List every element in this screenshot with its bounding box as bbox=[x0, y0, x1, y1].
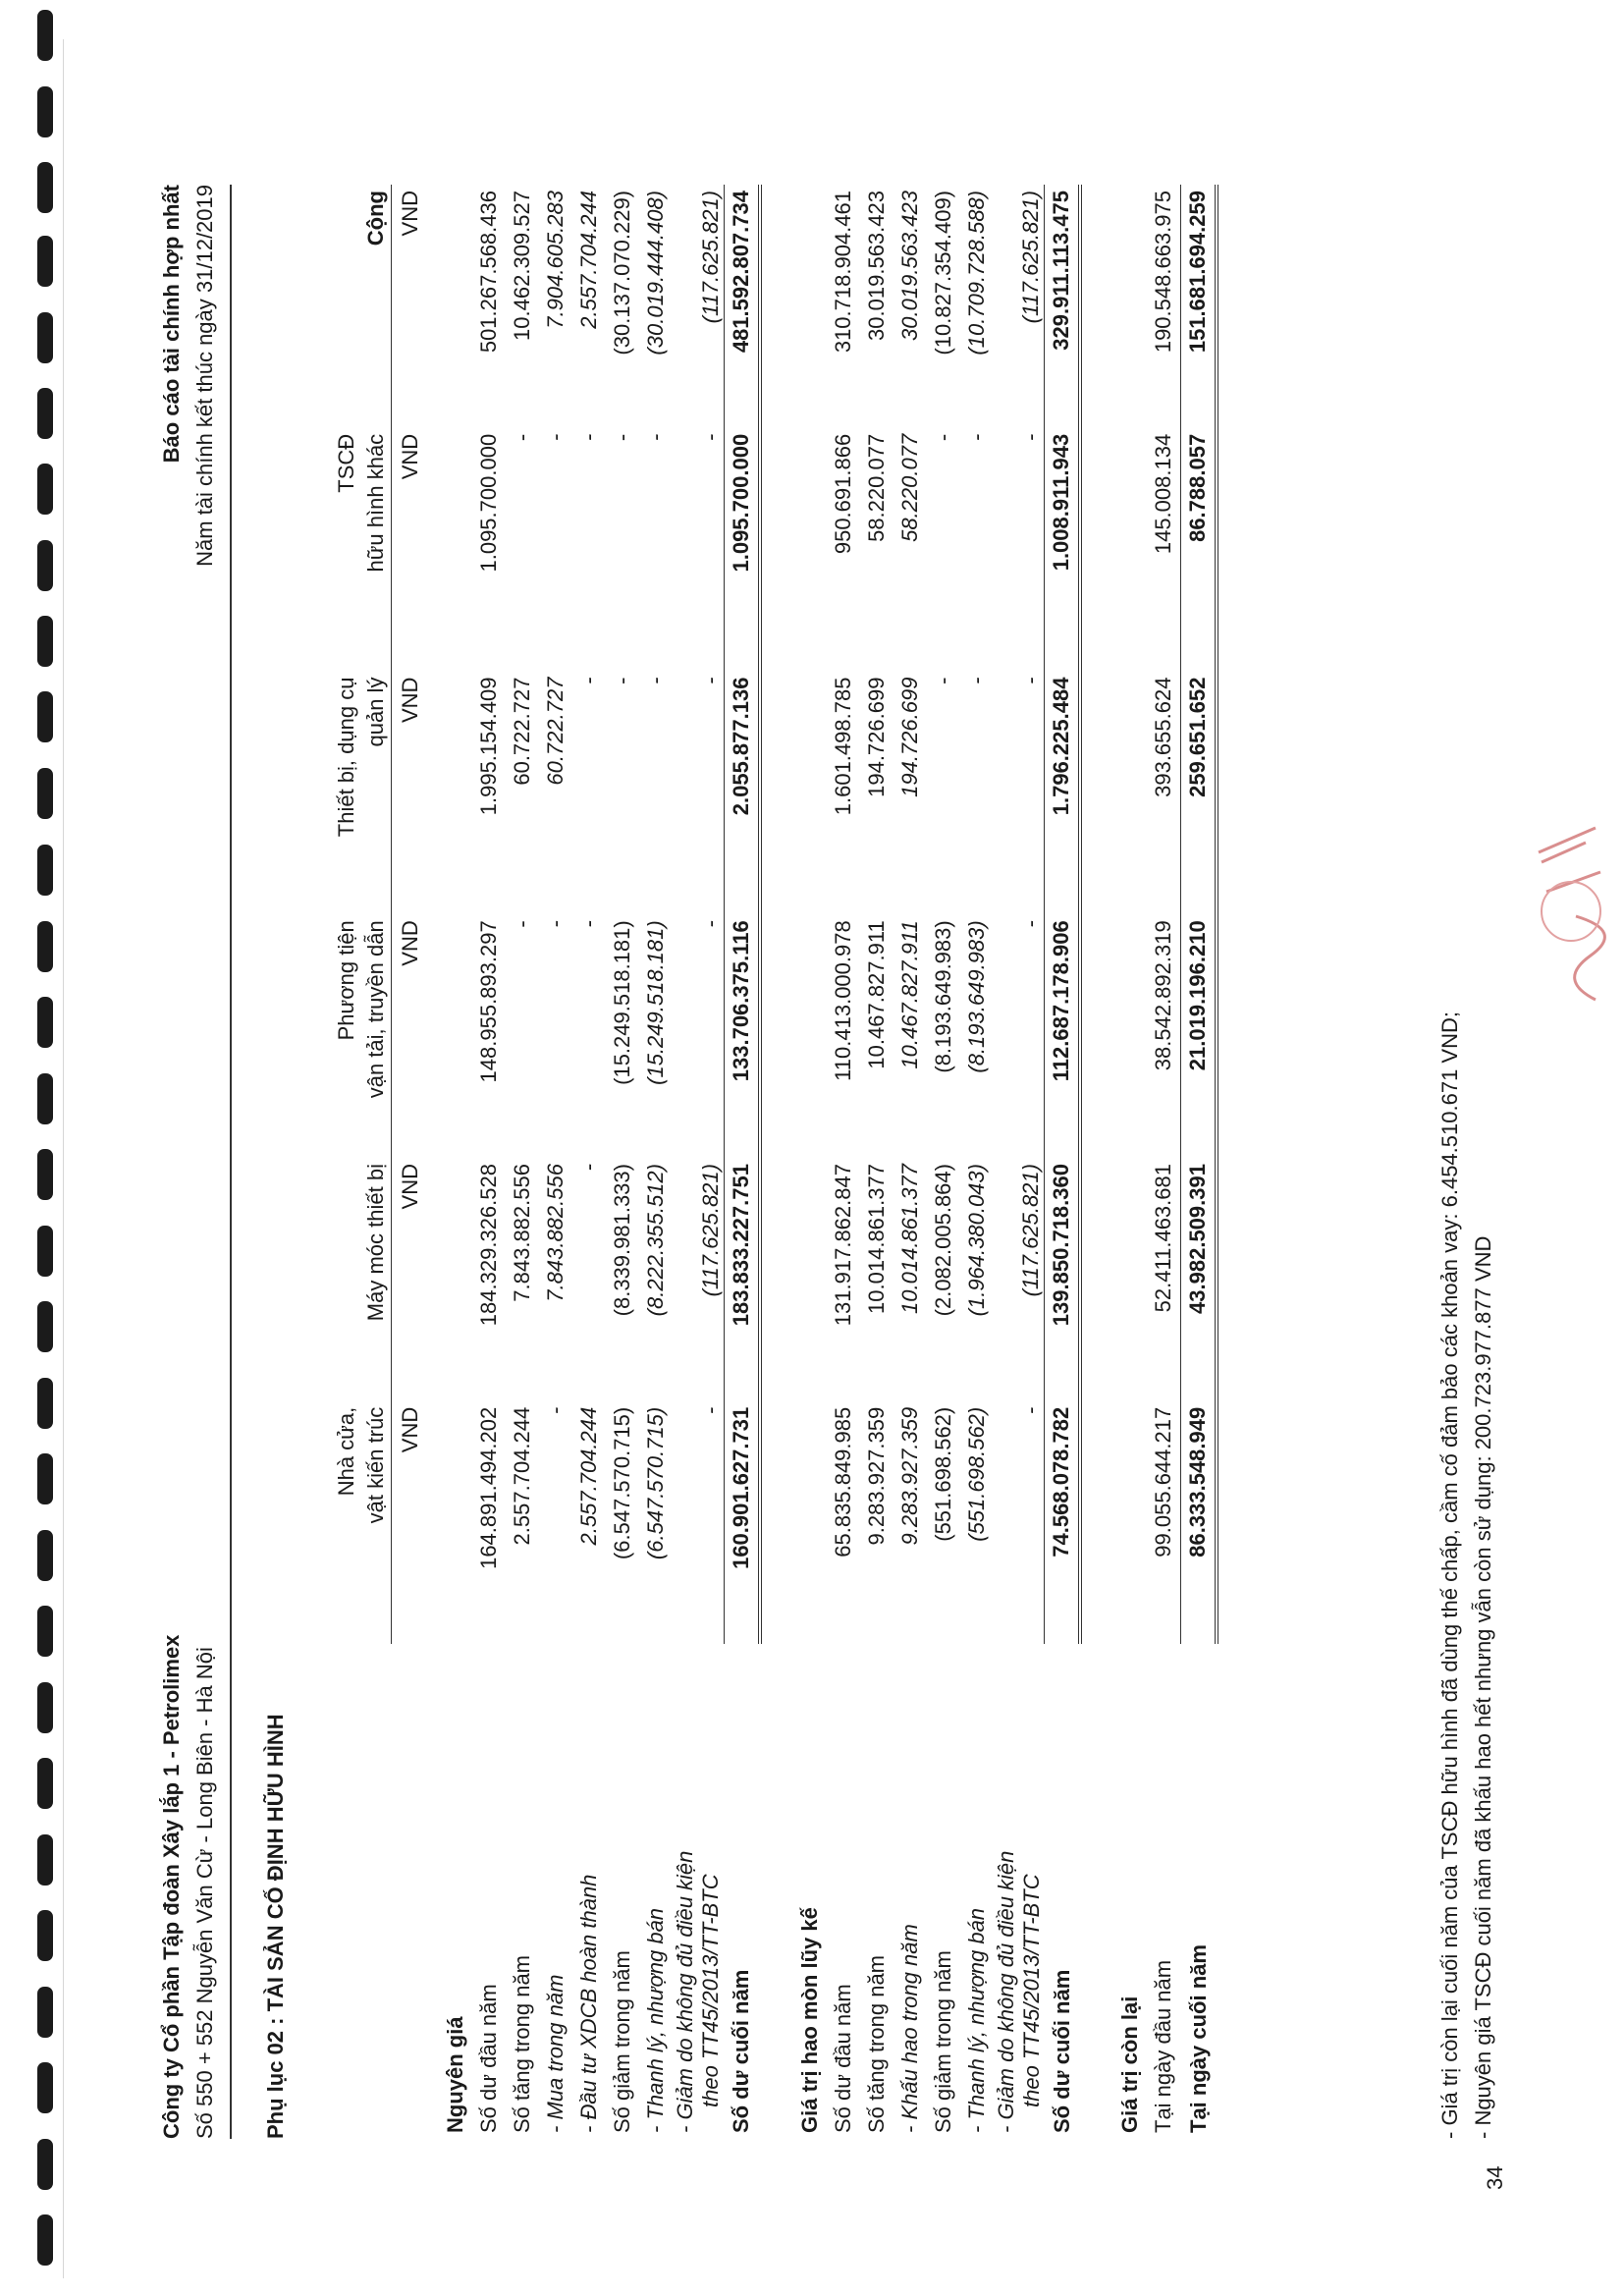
cell-value: (30.137.070.229) bbox=[610, 191, 634, 355]
note-line: - Nguyên giá TSCĐ cuối năm đã khấu hao hết nhưng vẫn còn sử dụng: 200.723.977.877 VND bbox=[1471, 1235, 1495, 2139]
row-label: Số giảm trong năm bbox=[930, 1950, 955, 2133]
cell-value: 1.008.911.943 bbox=[1045, 428, 1081, 672]
col-unit: VND bbox=[392, 1401, 426, 1645]
cell-value: (6.547.570.715) bbox=[610, 1406, 634, 1560]
binding-hole-icon bbox=[37, 2062, 53, 2113]
cell-value: 393.655.624 bbox=[1151, 677, 1175, 797]
table-row bbox=[539, 185, 572, 2139]
col-unit: VND bbox=[392, 185, 426, 428]
binding-hole-icon bbox=[37, 691, 53, 742]
col-unit: VND bbox=[392, 914, 426, 1158]
cell-value: 131.917.862.847 bbox=[830, 1164, 855, 1327]
section-row bbox=[1100, 185, 1147, 2139]
binding-hole-icon bbox=[37, 616, 53, 667]
cell-value: - bbox=[576, 433, 601, 442]
row-label: Số dư đầu năm bbox=[830, 1984, 855, 2133]
cell-value: 10.467.827.911 bbox=[896, 920, 922, 1069]
cell-value: 10.462.309.527 bbox=[510, 191, 534, 341]
col-header: Máy móc thiết bị bbox=[363, 1164, 388, 1322]
table-row bbox=[1181, 185, 1218, 2139]
binding-hole-icon bbox=[37, 921, 53, 972]
cell-value: (10.709.728.588) bbox=[963, 191, 989, 355]
cell-value: 164.891.494.202 bbox=[476, 1406, 501, 1569]
col-header: Nhà cửa, vật kiến trúc bbox=[334, 1406, 388, 1524]
cell-value: - bbox=[643, 677, 668, 684]
cell-value: 7.843.882.556 bbox=[510, 1164, 534, 1302]
cell-value: 148.955.893.297 bbox=[476, 920, 501, 1083]
table-row bbox=[860, 185, 893, 2139]
binding-hole-icon bbox=[37, 1530, 53, 1581]
cell-value: (1.964.380.043) bbox=[963, 1164, 989, 1317]
row-label: - Đầu tư XDCB hoàn thành bbox=[576, 1874, 601, 2133]
cell-value: (117.625.821) bbox=[1018, 1164, 1043, 1297]
binding-hole-icon bbox=[37, 1682, 53, 1733]
cell-value: - bbox=[697, 677, 723, 684]
col-header: Phương tiện vận tải, truyền dẫn bbox=[334, 920, 388, 1099]
cell-value: 2.557.704.244 bbox=[576, 1406, 601, 1546]
cell-value: 38.542.892.319 bbox=[1151, 920, 1175, 1071]
binding-hole-icon bbox=[37, 1758, 53, 1809]
table-row bbox=[960, 185, 994, 2139]
cell-value: 184.329.326.528 bbox=[476, 1164, 501, 1327]
cell-value: - bbox=[930, 433, 955, 442]
binding-hole-icon bbox=[37, 1149, 53, 1200]
cell-value: 60.722.727 bbox=[510, 677, 534, 786]
cell-value: 58.220.077 bbox=[863, 433, 889, 542]
cell-value: 259.651.652 bbox=[1181, 672, 1218, 915]
note-line: - Giá trị còn lại cuối năm của TSCĐ hữu hình đã dùng thế chấp, cầm cố đảm bảo các khoản vay: 6.454.510.671 VND; bbox=[1437, 1011, 1462, 2139]
table-row bbox=[893, 185, 927, 2139]
col-unit: VND bbox=[392, 672, 426, 915]
spacer-row bbox=[1080, 185, 1100, 2139]
binding-hole-icon bbox=[37, 86, 53, 137]
cell-value: 99.055.644.217 bbox=[1151, 1406, 1175, 1558]
report-title: Báo cáo tài chính hợp nhất bbox=[159, 185, 184, 464]
binding-hole-icon bbox=[37, 1834, 53, 1886]
cell-value: - bbox=[543, 433, 568, 442]
col-unit: VND bbox=[392, 428, 426, 672]
cell-value: 481.592.807.734 bbox=[724, 185, 760, 428]
cell-value: 2.557.704.244 bbox=[510, 1406, 534, 1546]
cell-value: 194.726.699 bbox=[896, 677, 922, 797]
spacer-row bbox=[760, 185, 780, 2139]
cell-value: 329.911.113.475 bbox=[1045, 185, 1081, 428]
cell-value: 1.995.154.409 bbox=[476, 677, 501, 816]
row-label: Số dư cuối năm bbox=[1049, 1969, 1074, 2133]
cell-value: - bbox=[543, 1406, 568, 1415]
cell-value: 160.901.627.731 bbox=[724, 1401, 760, 1645]
binding-hole-icon bbox=[37, 1987, 53, 2038]
binding-hole-icon bbox=[37, 312, 53, 363]
cell-value: - bbox=[510, 433, 534, 442]
cell-value: - bbox=[963, 433, 989, 442]
binding-hole-icon bbox=[37, 2214, 53, 2266]
binding-hole-icon bbox=[37, 1606, 53, 1657]
cell-value: 30.019.563.423 bbox=[863, 191, 889, 341]
section-title: Giá trị còn lại bbox=[1117, 1995, 1142, 2133]
cell-value: (8.339.981.333) bbox=[610, 1164, 634, 1317]
binding-hole-icon bbox=[37, 2139, 53, 2190]
cell-value: 86.333.548.949 bbox=[1181, 1401, 1218, 1645]
cell-value: 2.557.704.244 bbox=[576, 191, 601, 329]
table-row bbox=[994, 185, 1045, 2139]
cell-value: 151.681.694.259 bbox=[1181, 185, 1218, 428]
cell-value: - bbox=[576, 677, 601, 684]
company-header bbox=[155, 1635, 222, 2139]
table-row bbox=[1147, 185, 1181, 2139]
binding-hole-icon bbox=[37, 236, 53, 287]
row-label: - Thanh lý, nhượng bán bbox=[963, 1907, 989, 2133]
stamp-icon bbox=[1527, 813, 1615, 1010]
table-row bbox=[472, 185, 506, 2139]
cell-value: 2.055.877.136 bbox=[724, 672, 760, 915]
cell-value: (8.193.649.983) bbox=[963, 920, 989, 1073]
row-label: Số giảm trong năm bbox=[610, 1950, 634, 2133]
row-label: - Khấu hao trong năm bbox=[896, 1924, 922, 2133]
cell-value: - bbox=[963, 677, 989, 684]
binding-hole-icon bbox=[37, 1073, 53, 1124]
company-address: Số 550 + 552 Nguyễn Văn Cừ - Long Biên - Hà Nội bbox=[192, 1647, 217, 2139]
table-body bbox=[425, 185, 1217, 2139]
cell-value: 139.850.718.360 bbox=[1045, 1158, 1081, 1401]
cell-value: - bbox=[576, 920, 601, 928]
binding-hole-icon bbox=[37, 10, 53, 61]
section-title: Nguyên giá bbox=[443, 2016, 467, 2133]
cell-value: - bbox=[543, 920, 568, 928]
cell-value: 1.095.700.000 bbox=[476, 433, 501, 573]
cell-value: 21.019.196.210 bbox=[1181, 914, 1218, 1158]
cell-value: 145.008.134 bbox=[1151, 433, 1175, 555]
table-row bbox=[673, 185, 724, 2139]
unit-blank bbox=[392, 1644, 426, 2139]
fixed-assets-table bbox=[332, 185, 1218, 2139]
cell-value: - bbox=[576, 1164, 601, 1172]
binding-hole-icon bbox=[37, 768, 53, 819]
cell-value: 9.283.927.359 bbox=[863, 1406, 889, 1546]
cell-value: (2.082.005.864) bbox=[930, 1164, 955, 1317]
binding-hole-icon bbox=[37, 388, 53, 439]
header-blank bbox=[332, 1644, 392, 2139]
cell-value: - bbox=[697, 433, 723, 442]
col-header: TSCĐ hữu hình khác bbox=[334, 433, 388, 573]
cell-value: 190.548.663.975 bbox=[1151, 191, 1175, 354]
cell-value: (117.625.821) bbox=[1018, 191, 1043, 324]
cell-value: (551.698.562) bbox=[930, 1406, 955, 1542]
cell-value: 194.726.699 bbox=[863, 677, 889, 797]
col-unit: VND bbox=[392, 1158, 426, 1401]
row-label: - Giảm do không đủ điều kiện theo TT45/2013/TT-BTC bbox=[993, 1850, 1044, 2133]
cell-value: (6.547.570.715) bbox=[643, 1406, 668, 1560]
col-header: Cộng bbox=[363, 191, 388, 246]
binding-hole-icon bbox=[37, 1226, 53, 1277]
cell-value: - bbox=[1018, 1406, 1043, 1415]
cell-value: (551.698.562) bbox=[963, 1406, 989, 1542]
cell-value: (8.222.355.512) bbox=[643, 1164, 668, 1317]
report-header bbox=[155, 185, 222, 567]
appendix-title: Phụ lục 02 : TÀI SẢN CỐ ĐỊNH HỮU HÌNH bbox=[263, 1714, 288, 2139]
table-row bbox=[639, 185, 673, 2139]
section-row bbox=[780, 185, 827, 2139]
binding-hole-icon bbox=[37, 540, 53, 591]
rotated-page bbox=[108, 37, 1624, 2296]
cell-value: (15.249.518.181) bbox=[610, 920, 634, 1085]
cell-value: 133.706.375.116 bbox=[724, 914, 760, 1158]
cell-value: (10.827.354.409) bbox=[930, 191, 955, 355]
cell-value: - bbox=[1018, 677, 1043, 684]
cell-value: - bbox=[1018, 433, 1043, 442]
table-row bbox=[606, 185, 639, 2139]
cell-value: 7.843.882.556 bbox=[543, 1164, 568, 1302]
page-number: 34 bbox=[1483, 2165, 1507, 2190]
cell-value: 86.788.057 bbox=[1181, 428, 1218, 672]
table-row bbox=[927, 185, 960, 2139]
cell-value: 110.413.000.978 bbox=[830, 920, 855, 1081]
cell-value: 10.467.827.911 bbox=[863, 920, 889, 1069]
cell-value: 10.014.861.377 bbox=[896, 1164, 922, 1314]
cell-value: 74.568.078.782 bbox=[1045, 1401, 1081, 1645]
row-label: Số tăng trong năm bbox=[863, 1954, 889, 2133]
table-row bbox=[1045, 185, 1081, 2139]
row-label: Số dư đầu năm bbox=[476, 1984, 501, 2133]
binding-holes bbox=[0, 0, 69, 2296]
binding-hole-icon bbox=[37, 997, 53, 1048]
company-name: Công ty Cổ phần Tập đoàn Xây lắp 1 - Petrolimex bbox=[159, 1634, 184, 2139]
cell-value: 10.014.861.377 bbox=[863, 1164, 889, 1314]
cell-value: (8.193.649.983) bbox=[930, 920, 955, 1073]
cell-value: 7.904.605.283 bbox=[543, 191, 568, 329]
binding-hole-icon bbox=[37, 162, 53, 213]
row-label: Số tăng trong năm bbox=[510, 1954, 534, 2133]
cell-value: 310.718.904.461 bbox=[830, 191, 855, 354]
page-edge bbox=[63, 39, 64, 2278]
cell-value: 58.220.077 bbox=[896, 433, 922, 542]
cell-value: 1.601.498.785 bbox=[830, 677, 855, 816]
cell-value: - bbox=[697, 1406, 723, 1415]
cell-value: 60.722.727 bbox=[543, 677, 568, 786]
cell-value: 43.982.509.391 bbox=[1181, 1158, 1218, 1401]
cell-value: (15.249.518.181) bbox=[643, 920, 668, 1085]
cell-value: - bbox=[610, 677, 634, 684]
cell-value: 501.267.568.436 bbox=[476, 191, 501, 354]
table-row bbox=[572, 185, 606, 2139]
row-label: - Mua trong năm bbox=[543, 1974, 568, 2133]
section-title: Giá trị hao mòn lũy kế bbox=[796, 1907, 822, 2133]
cell-value: 52.411.463.681 bbox=[1151, 1164, 1175, 1313]
cell-value: (30.019.444.408) bbox=[643, 191, 668, 355]
row-label: Tại ngày cuối năm bbox=[1185, 1944, 1211, 2133]
cell-value: 112.687.178.906 bbox=[1045, 914, 1081, 1158]
header-divider bbox=[230, 185, 232, 2139]
col-header: Thiết bị, dụng cụ quản lý bbox=[334, 677, 388, 838]
cell-value: - bbox=[643, 433, 668, 442]
report-period: Năm tài chính kết thúc ngày 31/12/2019 bbox=[192, 185, 217, 567]
cell-value: 183.833.227.751 bbox=[724, 1158, 760, 1401]
row-label: Số dư cuối năm bbox=[729, 1969, 754, 2133]
cell-value: - bbox=[930, 677, 955, 684]
cell-value: (117.625.821) bbox=[697, 1164, 723, 1297]
row-label: - Thanh lý, nhượng bán bbox=[643, 1907, 668, 2133]
table-row bbox=[724, 185, 760, 2139]
binding-hole-icon bbox=[37, 1378, 53, 1429]
row-label: - Giảm do không đủ điều kiện theo TT45/2013/TT-BTC bbox=[673, 1850, 723, 2133]
binding-hole-icon bbox=[37, 1910, 53, 1961]
cell-value: 1.095.700.000 bbox=[724, 428, 760, 672]
section-row bbox=[425, 185, 472, 2139]
binding-hole-icon bbox=[37, 464, 53, 515]
cell-value: 30.019.563.423 bbox=[896, 191, 922, 341]
row-label: Tại ngày đầu năm bbox=[1151, 1959, 1176, 2133]
table-row bbox=[827, 185, 860, 2139]
notes bbox=[1434, 1011, 1500, 2139]
cell-value: - bbox=[510, 920, 534, 928]
cell-value: - bbox=[610, 433, 634, 442]
cell-value: (117.625.821) bbox=[697, 191, 723, 324]
binding-hole-icon bbox=[37, 1301, 53, 1352]
cell-value: - bbox=[1018, 920, 1043, 928]
table-row bbox=[506, 185, 539, 2139]
cell-value: 1.796.225.484 bbox=[1045, 672, 1081, 915]
cell-value: 950.691.866 bbox=[830, 433, 855, 555]
cell-value: 9.283.927.359 bbox=[896, 1406, 922, 1546]
cell-value: - bbox=[697, 920, 723, 928]
binding-hole-icon bbox=[37, 1453, 53, 1504]
cell-value: 65.835.849.985 bbox=[830, 1406, 855, 1558]
binding-hole-icon bbox=[37, 845, 53, 896]
